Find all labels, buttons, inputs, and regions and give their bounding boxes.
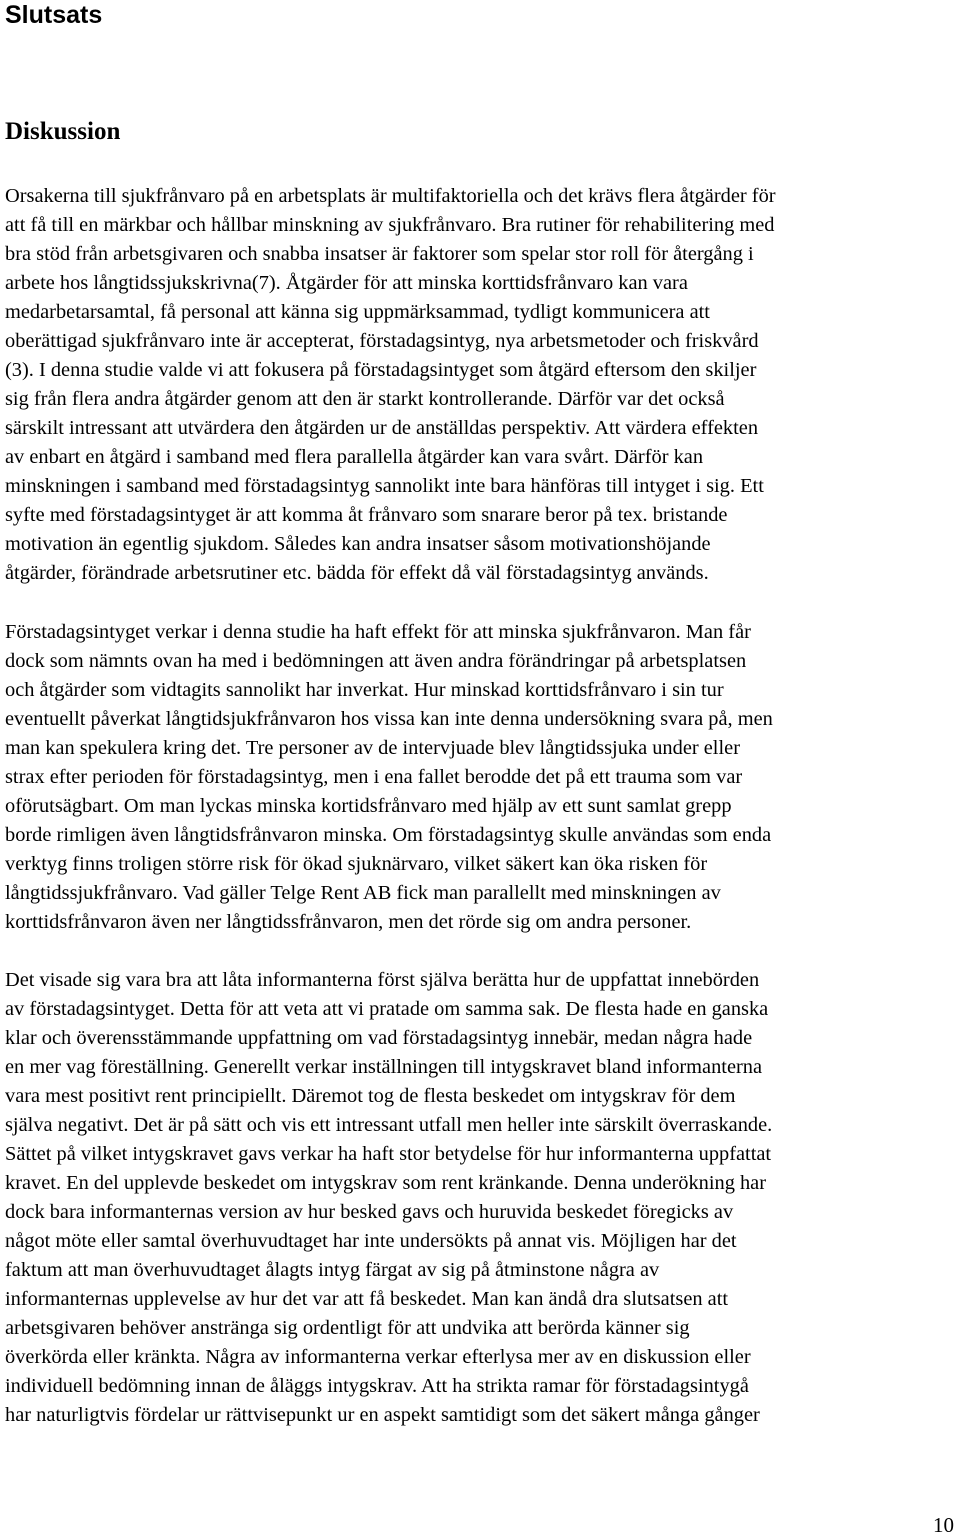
text-line: strax efter perioden för förstadagsintyg, men i ena fallet berodde det på ett trauma som var [5,766,743,788]
paragraph-1 [5,182,960,588]
text-line: verktyg finns troligen större risk för ökad sjuknärvaro, vilket säkert kan öka risken för [5,853,708,875]
text-line: (3). I denna studie valde vi att fokusera på förstadagsintyget som åtgärd eftersom den skiljer [5,359,757,381]
text-line: dock som nämnts ovan ha med i bedömningen att även andra förändringar på arbetsplatsen [5,650,747,672]
text-line: av enbart en åtgärd i samband med flera parallella åtgärder kan vara svårt. Därför kan [5,446,704,468]
text-line: klar och överensstämmande uppfattning om vad förstadagsintyg innebär, medan några hade [5,1027,753,1049]
text-line: informanternas upplevelse av hur det var att få beskedet. Man kan ändå dra slutsatsen att [5,1288,729,1310]
text-line: bra stöd från arbetsgivaren och snabba insatser är faktorer som spelar stor roll för återgång i [5,243,754,265]
text-line: att få till en märkbar och hållbar minskning av sjukfrånvaro. Bra rutiner för rehabilitering med [5,214,775,236]
page-number: 10 [933,1513,954,1537]
text-line: man kan spekulera kring det. Tre personer av de intervjuade blev långtidssjuka under eller [5,737,740,759]
text-line: eventuellt påverkat långtidsjukfrånvaron hos vissa kan inte denna undersökning svara på, men [5,708,773,730]
text-line: arbete hos långtidssjukskrivna(7). Åtgärder för att minska korttidsfrånvaro kan vara [5,272,688,294]
text-line: oförutsägbart. Om man lyckas minska kortidsfrånvaro med hjälp av ett sunt samlat grepp [5,795,732,817]
text-line: Sättet på vilket intygskravet gavs verkar ha haft stor betydelse för hur informanterna uppfattat [5,1143,772,1165]
text-line: medarbetarsamtal, få personal att känna sig uppmärksammad, tydligt kommunicera att [5,301,710,323]
text-line: Det visade sig vara bra att låta informanterna först själva berätta hur de uppfattat innebörden [5,969,760,991]
text-line: har naturligtvis fördelar ur rättvisepunkt ur en aspekt samtidigt som det säkert många gånger [5,1404,760,1426]
text-line: något möte eller samtal överhuvudtaget har inte undersökts på annat vis. Möjligen har det [5,1230,737,1252]
text-line: faktum att man överhuvudtaget ålagts intyg färgat av sig på åtminstone några av [5,1259,660,1281]
text-line: Orsakerna till sjukfrånvaro på en arbetsplats är multifaktoriella och det krävs flera åtgärder för [5,185,776,207]
text-line: en mer vag föreställning. Generellt verkar inställningen till intygskravet bland informanterna [5,1056,763,1078]
text-line: motivation än egentlig sjukdom. Således kan andra insatser såsom motivationshöjande [5,533,711,555]
text-line: själva negativt. Det är på sätt och vis ett intressant utfall men heller inte särskilt överraskande. [5,1114,773,1136]
paragraph-2 [5,618,960,937]
text-line: och åtgärder som vidtagits sannolikt har inverkat. Hur minskad korttidsfrånvaro i sin tur [5,679,724,701]
text-line: borde rimligen även långtidsfrånvaron minska. Om förstadagsintyg skulle användas som enda [5,824,772,846]
text-line: individuell bedömning innan de åläggs intygskrav. Att ha strikta ramar för förstadagsintygå [5,1375,749,1397]
subsection-heading: Diskussion [5,118,121,145]
text-line: överkörda eller kränkta. Några av informanterna verkar efterlysa mer av en diskussion eller [5,1346,751,1368]
text-line: oberättigad sjukfrånvaro inte är accepterat, förstadagsintyg, nya arbetsmetoder och friskvård [5,330,759,352]
text-line: långtidssjukfrånvaro. Vad gäller Telge Rent AB fick man parallellt med minskningen av [5,882,721,904]
text-line: åtgärder, förändrade arbetsrutiner etc. bädda för effekt då väl förstadagsintyg används. [5,562,709,584]
text-line: Förstadagsintyget verkar i denna studie ha haft effekt för att minska sjukfrånvaron. Man får [5,621,751,643]
section-heading: Slutsats [5,1,103,29]
text-line: minskningen i samband med förstadagsintyg sannolikt inte bara hänföras till intyget i sig. Ett [5,475,764,497]
text-line: korttidsfrånvaron även ner långtidssfrånvaron, men det rörde sig om andra personer. [5,911,692,933]
paragraph-3 [5,966,960,1430]
text-line: arbetsgivaren behöver anstränga sig ordentligt för att undvika att berörda känner sig [5,1317,690,1339]
text-line: särskilt intressant att utvärdera den åtgärden ur de anställdas perspektiv. Att värdera effekten [5,417,759,439]
text-line: dock bara informanternas version av hur besked gavs och huruvida beskedet föregicks av [5,1201,734,1223]
text-line: av förstadagsintyget. Detta för att veta att vi pratade om samma sak. De flesta hade en ganska [5,998,769,1020]
text-line: kravet. En del upplevde beskedet om intygskrav som rent kränkande. Denna underökning har [5,1172,767,1194]
text-line: sig från flera andra åtgärder genom att den är starkt kontrollerande. Därför var det också [5,388,725,410]
text-line: syfte med förstadagsintyget är att komma åt frånvaro som snarare beror på tex. bristande [5,504,728,526]
text-line: vara mest positivt rent principiellt. Däremot tog de flesta beskedet om intygskrav för dem [5,1085,736,1107]
